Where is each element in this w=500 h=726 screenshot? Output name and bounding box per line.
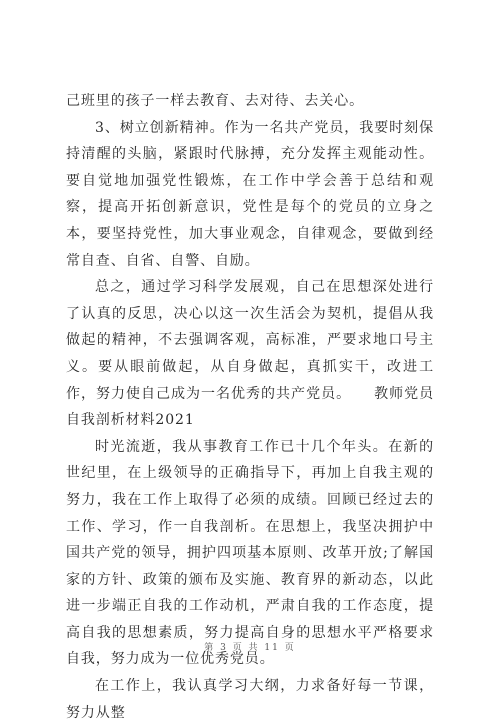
document-body	[66, 88, 434, 726]
paragraph-continuation: 己班里的孩子一样去教育、去对待、去关心。	[66, 93, 364, 109]
paragraph-summary: 总之，通过学习科学发展观，自己在思想深处进行了认真的反思，决心以这一次生活会为契机，提倡从我做起的精神，不去强调客观，高标准，严要求地口号主义。要从眼前做起，从自身做起，真抓实干，改进工作，努力使自己成为一名优秀的共产党员。 教师党员自我剖析材料2021	[66, 279, 434, 429]
paragraph-self-analysis: 时光流逝，我从事教育工作已十几个年头。在新的世纪里，在上级领导的正确指导下，再加上自我主观的努力，我在工作上取得了必须的成绩。回顾已经过去的工作、学习，作一自我剖析。在思想上，我坚决拥护中国共产党的领导，拥护四项基本原则、改革开放;了解国家的方针、政策的颁布及实施、教育界的新动态，以此进一步端正自我的工作动机，严肃自我的工作态度，提高自我的思想素质，努力提高自身的思想水平严格要求自我，努力成为一位优秀党员。	[66, 438, 434, 668]
page-number-footer: 第 3 页 共 11 页	[204, 643, 296, 653]
paragraph-work: 在工作上，我认真学习大纲，力求备好每一节课，努力从整	[66, 678, 434, 721]
paragraph-innovation-spirit: 3、树立创新精神。作为一名共产党员，我要时刻保持清醒的头脑，紧跟时代脉搏，充分发挥主观能动性。要自觉地加强党性锻炼，在工作中学会善于总结和观察，提高开拓创新意识，党性是每个的党员的立身之本，要坚持党性，加大事业观念，自律观念，要做到经常自查、自省、自警、自励。	[66, 119, 434, 269]
